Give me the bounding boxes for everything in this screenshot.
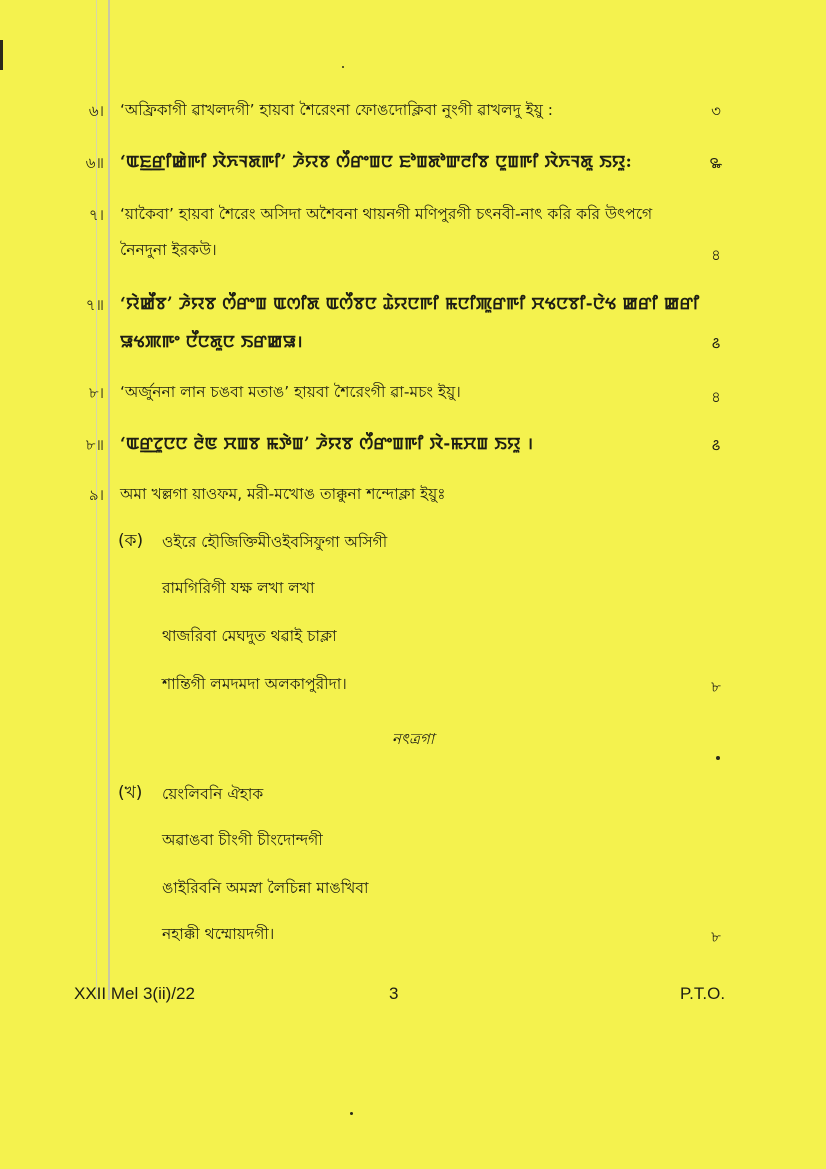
poem-line: থাজরিবা মেঘদুত থৱাই চাক্লা <box>162 627 337 645</box>
question-marks: ৪ <box>711 246 721 264</box>
question-number: ৮। <box>88 384 104 402</box>
question-text-continued: নৈনদুনা ইরকউ। <box>120 241 217 259</box>
question-marks: ৮ <box>711 678 721 696</box>
poem-line: রামগিরিগী যক্ষ লখা লখা <box>162 579 315 597</box>
option-label: (ক) <box>118 531 144 551</box>
poem-line: ওইরে হৌজিক্তিমীওইবসিফুগা অসিগী <box>162 533 388 551</box>
question-text: ‘য়াকৈবা’ হায়বা শৈরেং অসিদা অশৈবনা থায়নগী মণিপুরগী চৎনবী-নাৎ করি করি উৎপগে <box>120 205 653 223</box>
question-number: ৭। <box>88 206 104 224</box>
option-label: (খ) <box>118 783 143 803</box>
or-separator: নৎত্রগা <box>391 730 435 748</box>
question-number: ৬॥ <box>85 154 104 172</box>
question-text-continued: ꯎꯠꯄꯒꯦ ꯅꯩꯅꯗꯨꯅ ꯏꯔꯀꯎ। <box>120 332 303 351</box>
question-text: অমা খল্লগা য়াওফম, মরী-মখোঙ তাক্কুনা শন্দোক্লা ইয়ুঃ <box>120 485 446 503</box>
speck <box>342 66 344 68</box>
margin-rule <box>108 0 110 1000</box>
question-number: ৬। <box>88 102 104 120</box>
question-number: ৭॥ <box>85 296 104 314</box>
question-marks: ৮ <box>711 928 721 946</box>
question-marks: ꯴ <box>711 436 721 454</box>
paper-code: XXII Mel 3(ii)/22 <box>74 984 195 1003</box>
poem-line: নহাক্কী থম্মোয়দগী। <box>162 925 275 943</box>
poem-line: ঙাইরিবনি অমস্না লৈচিন্না মাঙখিবা <box>162 879 369 897</box>
question-text: ‘অর্জুননা লান চঙবা মতাঙ’ হায়বা শৈরেংগী ৱা-মচং ইয়ু। <box>120 383 461 401</box>
poem-line: অৱাঙবা চীংগী চীংদোন্দগী <box>162 831 323 849</box>
question-marks: ৪ <box>711 388 721 406</box>
left-edge-mark <box>0 40 3 70</box>
question-number: ৯। <box>88 486 104 504</box>
question-text: ‘ꯑꯐ꯭ꯔꯤꯀꯥꯒꯤ ꯋꯥꯈꯜꯗꯒꯤ’ ꯍꯥꯌꯕ ꯁꯩꯔꯦꯡꯅ ꯐꯣꯡꯗꯣꯛꯂꯤꯕ ꯅꯨꯡꯒꯤ ꯋꯥꯈꯜꯗꯨ ꯏꯌꯨ: <box>120 152 633 171</box>
speck <box>716 756 720 760</box>
page-number: 3 <box>389 984 399 1003</box>
question-text: ‘অফ্রিকাগী ৱাখলদগী’ হায়বা শৈরেংনা ফোঙদোক্লিবা নুংগী ৱাখলদু ইয়ু : <box>120 101 553 119</box>
pto-label: P.T.O. <box>680 984 726 1003</box>
speck <box>350 1112 353 1115</box>
question-text: ‘ꯑꯔ꯭ꯖꯨꯅꯅ ꯂꯥꯟ ꯆꯡꯕ ꯃꯇꯥꯡ’ ꯍꯥꯌꯕ ꯁꯩꯔꯦꯡꯒꯤ ꯋꯥ-ꯃꯆꯡ ꯏꯌꯨ । <box>120 434 534 453</box>
poem-line: য়েংলিবনি ঐহাক <box>162 785 264 803</box>
question-number: ৮॥ <box>85 436 104 454</box>
question-marks: ꯳ <box>709 154 723 172</box>
poem-line: শান্তিগী লমদমদা অলকাপুরীদা। <box>162 675 347 693</box>
question-marks: ৩ <box>711 102 721 120</box>
question-text: ‘ꯌꯥꯀꯩꯕ’ ꯍꯥꯌꯕ ꯁꯩꯔꯦꯡ ꯑꯁꯤꯗ ꯑꯁꯩꯕꯅ ꯊꯥꯌꯅꯒꯤ ꯃꯅꯤꯄꯨꯔꯒꯤ ꯆꯠꯅꯕꯤ-ꯅꯥꯠ ꯀꯔꯤ ꯀꯔꯤ <box>120 294 700 313</box>
question-marks: ꯴ <box>711 334 721 352</box>
